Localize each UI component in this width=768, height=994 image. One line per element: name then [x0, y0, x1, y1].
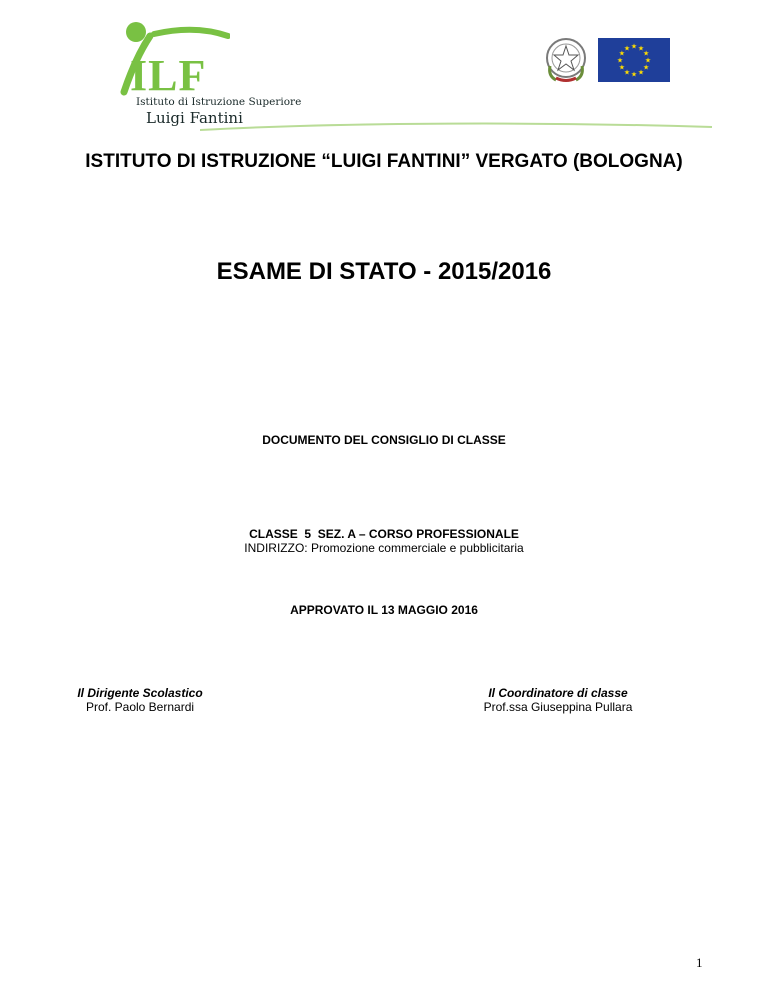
signature-coordinator	[438, 686, 678, 714]
italian-republic-emblem-icon	[542, 36, 590, 84]
header-swoosh-divider	[200, 118, 712, 134]
eu-star-icon: ★	[623, 45, 631, 53]
eu-star-icon: ★	[616, 57, 624, 65]
eu-star-icon: ★	[642, 64, 650, 72]
eu-star-icon: ★	[630, 71, 638, 79]
eu-star-icon: ★	[618, 50, 626, 58]
approval-line: APPROVATO IL 13 MAGGIO 2016	[290, 603, 478, 617]
page-number: 1	[696, 955, 703, 970]
exam-title: ESAME DI STATO - 2015/2016	[216, 258, 552, 285]
eu-star-icon: ★	[637, 69, 645, 77]
school-logo	[110, 14, 350, 127]
signature-role: Il Dirigente Scolastico	[77, 686, 203, 700]
document-title: DOCUMENTO DEL CONSIGLIO DI CLASSE	[262, 433, 506, 447]
signature-principal	[20, 686, 260, 714]
address-line: INDIRIZZO: Promozione commerciale e pubblicitaria	[244, 541, 524, 555]
signature-name: Prof. Paolo Bernardi	[85, 700, 195, 714]
signature-name: Prof.ssa Giuseppina Pullara	[483, 700, 633, 714]
logo-school-name: Luigi Fantini	[146, 109, 243, 127]
institute-heading: ISTITUTO DI ISTRUZIONE “LUIGI FANTINI” VERGATO (BOLOGNA)	[85, 151, 683, 172]
class-line: CLASSE 5 SEZ. A – CORSO PROFESSIONALE	[249, 527, 519, 541]
eu-flag-icon	[598, 38, 670, 82]
eu-star-icon: ★	[642, 50, 650, 58]
eu-star-icon: ★	[623, 69, 631, 77]
eu-star-icon: ★	[637, 45, 645, 53]
signature-role: Il Coordinatore di classe	[488, 686, 628, 700]
eu-star-icon: ★	[618, 64, 626, 72]
logo-subtitle: Istituto di Istruzione Superiore	[136, 96, 302, 108]
eu-star-icon: ★	[644, 57, 652, 65]
eu-star-icon: ★	[630, 43, 638, 51]
logo-abbreviation: ILF	[130, 51, 207, 100]
